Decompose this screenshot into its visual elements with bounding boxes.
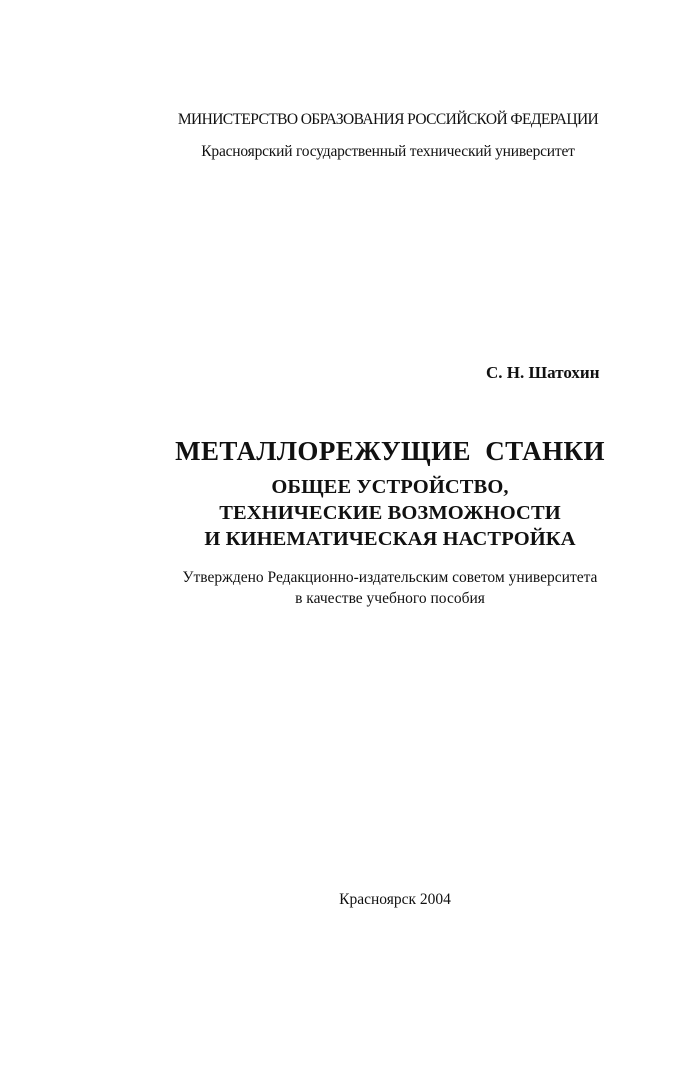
document-title: МЕТАЛЛОРЕЖУЩИЕ СТАНКИ [175,436,605,466]
approval-line-1: Утверждено Редакционно-издательским советом университета [182,569,598,586]
subtitle-line-1: ОБЩЕЕ УСТРОЙСТВО, [271,476,509,498]
subtitle-line-3: И КИНЕМАТИЧЕСКАЯ НАСТРОЙКА [204,528,576,550]
university-name: Красноярский государственный технический университет [201,143,575,160]
author-name: С. Н. Шатохин [486,363,600,382]
city-year: Красноярск 2004 [339,891,451,908]
subtitle-line-2: ТЕХНИЧЕСКИЕ ВОЗМОЖНОСТИ [219,502,561,524]
approval-line-2: в качестве учебного пособия [295,590,485,607]
ministry-heading: МИНИСТЕРСТВО ОБРАЗОВАНИЯ РОССИЙСКОЙ ФЕДЕРАЦИИ [177,111,599,128]
